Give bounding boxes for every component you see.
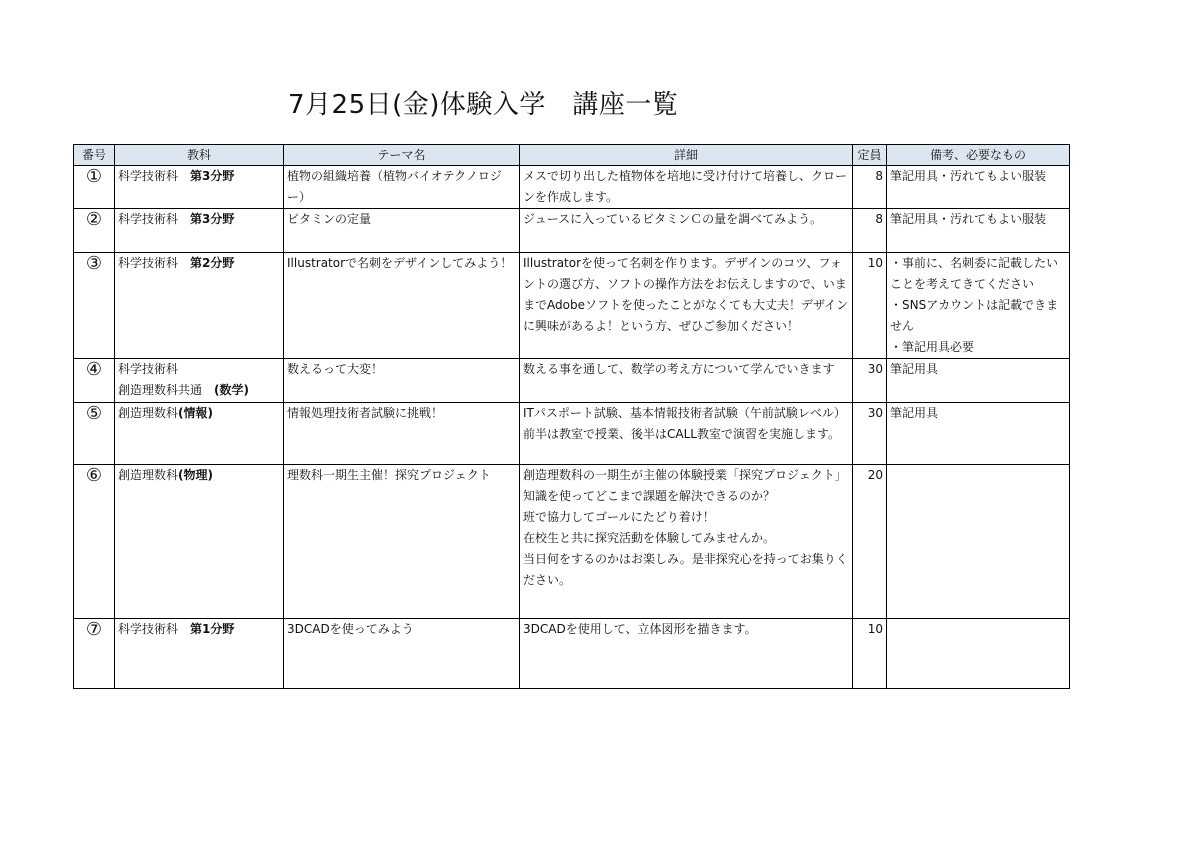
subject-cell	[115, 465, 284, 619]
row-number: ④	[74, 359, 115, 403]
subject-field: 第1分野	[190, 622, 235, 636]
capacity-cell: 10	[853, 253, 887, 359]
subject-line	[118, 166, 280, 187]
table-row	[74, 403, 1070, 465]
row-number: ⑥	[74, 465, 115, 619]
detail-cell	[520, 359, 853, 403]
capacity-cell: 10	[853, 619, 887, 689]
table-row	[74, 253, 1070, 359]
subject-line	[118, 380, 280, 401]
page-title: 7月25日(金)体験入学 講座一覧	[288, 90, 679, 120]
subject-line	[118, 619, 280, 640]
table-row	[74, 619, 1070, 689]
subject-cell	[115, 403, 284, 465]
theme-cell: Illustratorで名刺をデザインしてみよう！	[284, 253, 520, 359]
capacity-cell: 30	[853, 359, 887, 403]
subject-name: 科学技術科	[118, 212, 191, 226]
subject-field: 第2分野	[190, 256, 235, 270]
detail-cell	[520, 209, 853, 253]
header-num: 番号	[74, 145, 115, 166]
notes-line: ・SNSアカウントは記載できません	[890, 298, 1059, 333]
detail-line: メスで切り出した植物体を培地に受け付けて培養し、クローンを作成します。	[523, 169, 848, 204]
detail-line: 班で協力してゴールにたどり着け！	[523, 510, 715, 524]
course-table	[73, 144, 1070, 689]
theme-cell: 植物の組織培養（植物バイオテクノロジー）	[284, 166, 520, 209]
detail-cell	[520, 465, 853, 619]
table-row	[74, 166, 1070, 209]
detail-cell	[520, 403, 853, 465]
notes-line: ・筆記用具必要	[890, 340, 975, 354]
detail-line: 知識を使ってどこまで課題を解決できるのか？	[523, 489, 776, 503]
header-detail: 詳細	[520, 145, 853, 166]
table-row	[74, 465, 1070, 619]
detail-cell	[520, 166, 853, 209]
subject-name: 創造理数科	[118, 468, 179, 482]
row-number: ③	[74, 253, 115, 359]
header-notes: 備考、必要なもの	[887, 145, 1070, 166]
header-subject: 教科	[115, 145, 284, 166]
subject-name: 創造理数科共通	[118, 383, 215, 397]
notes-cell	[887, 465, 1070, 619]
notes-cell	[887, 619, 1070, 689]
subject-line	[118, 403, 280, 424]
subject-cell	[115, 166, 284, 209]
header-capacity: 定員	[853, 145, 887, 166]
subject-name: 創造理数科	[118, 406, 179, 420]
subject-cell	[115, 253, 284, 359]
notes-line: 筆記用具	[890, 406, 939, 420]
table-row	[74, 359, 1070, 403]
notes-cell	[887, 403, 1070, 465]
capacity-cell: 20	[853, 465, 887, 619]
subject-name: 科学技術科	[118, 169, 191, 183]
notes-cell	[887, 166, 1070, 209]
capacity-cell: 30	[853, 403, 887, 465]
detail-line: 3DCADを使用して、立体図形を描きます。	[523, 622, 757, 636]
capacity-cell: 8	[853, 166, 887, 209]
notes-cell	[887, 253, 1070, 359]
notes-cell	[887, 209, 1070, 253]
detail-line: Illustratorを使って名刺を作ります。デザインのコツ、フォントの選び方、ソフトの操作方法をお伝えしますので、いままでAdobeソフトを使ったことがなくても大丈夫！デザインに興味があるよ！という方、ぜひご参加ください！	[523, 256, 849, 333]
table-row	[74, 209, 1070, 253]
detail-cell	[520, 253, 853, 359]
notes-line: 筆記用具・汚れてもよい服装	[890, 169, 1047, 183]
table-header-row	[74, 145, 1070, 166]
notes-line: ・事前に、名刺委に記載したいことを考えてきてください	[890, 256, 1059, 291]
subject-cell	[115, 209, 284, 253]
subject-name: 科学技術科	[118, 362, 179, 376]
detail-line: 創造理数科の一期生が主催の体験授業「探究プロジェクト」	[523, 468, 847, 482]
subject-line	[118, 209, 280, 230]
theme-cell: 数えるって大変！	[284, 359, 520, 403]
subject-field: (物理)	[178, 468, 213, 482]
subject-name: 科学技術科	[118, 622, 191, 636]
detail-line: 在校生と共に探究活動を体験してみませんか。	[523, 531, 776, 545]
subject-cell	[115, 359, 284, 403]
subject-field: 第3分野	[190, 212, 235, 226]
subject-line	[118, 465, 280, 486]
subject-cell	[115, 619, 284, 689]
row-number: ②	[74, 209, 115, 253]
notes-cell	[887, 359, 1070, 403]
notes-line: 筆記用具・汚れてもよい服装	[890, 212, 1047, 226]
notes-line: 筆記用具	[890, 362, 939, 376]
row-number: ①	[74, 166, 115, 209]
detail-line: 数える事を通して、数学の考え方について学んでいきます	[523, 362, 835, 376]
subject-line	[118, 253, 280, 274]
row-number: ⑦	[74, 619, 115, 689]
theme-cell: 3DCADを使ってみよう	[284, 619, 520, 689]
theme-cell: 情報処理技術者試験に挑戦！	[284, 403, 520, 465]
theme-cell: ビタミンの定量	[284, 209, 520, 253]
detail-cell	[520, 619, 853, 689]
detail-line: 当日何をするのかはお楽しみ。是非探究心を持ってお集りください。	[523, 552, 848, 587]
detail-line: ジュースに入っているビタミンＣの量を調べてみよう。	[523, 212, 823, 226]
capacity-cell: 8	[853, 209, 887, 253]
row-number: ⑤	[74, 403, 115, 465]
subject-name: 科学技術科	[118, 256, 191, 270]
subject-field: 第3分野	[190, 169, 235, 183]
subject-line	[118, 359, 280, 380]
detail-line: ITパスポート試験、基本情報技術者試験（午前試験レベル）前半は教室で授業、後半はCALL教室で演習を実施します。	[523, 406, 846, 441]
subject-field: (情報)	[178, 406, 213, 420]
theme-cell: 理数科一期生主催！探究プロジェクト	[284, 465, 520, 619]
subject-field: (数学)	[214, 383, 249, 397]
header-theme: テーマ名	[284, 145, 520, 166]
